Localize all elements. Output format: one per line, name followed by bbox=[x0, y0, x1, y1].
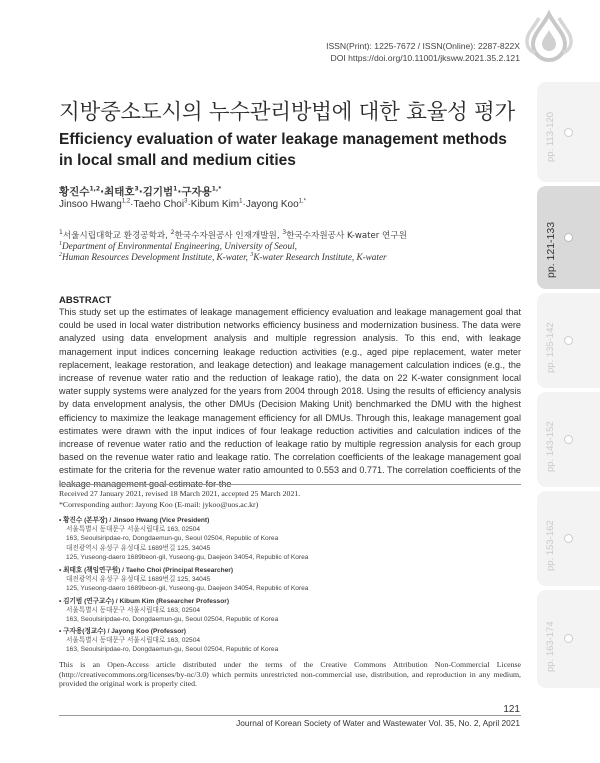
author-name: 구자용 bbox=[181, 186, 212, 198]
author-detail-name: • 최태호 (책임연구원) / Taeho Choi (Principal Researcher) bbox=[59, 567, 234, 574]
author-name: Jayong Koo bbox=[245, 199, 299, 210]
aff-text: 한국수자원공사 K-water 연구원 bbox=[286, 231, 407, 241]
side-tab-pp-163-174[interactable] bbox=[537, 590, 600, 688]
side-page-tabs bbox=[537, 82, 600, 688]
page-number: 121 bbox=[503, 704, 520, 715]
aff-sup: 1 bbox=[59, 240, 62, 247]
title-korean: 지방중소도시의 누수관리방법에 대한 효율성 평가 bbox=[59, 100, 515, 125]
tab-dot-icon bbox=[564, 233, 573, 242]
aff-text: 서울시립대학교 환경공학과, bbox=[62, 231, 171, 241]
side-tab-pp-113-120[interactable] bbox=[537, 82, 600, 182]
aff-text: 한국수자원공사 인재개발원, bbox=[174, 231, 283, 241]
tab-dot-icon bbox=[564, 336, 573, 345]
abstract-body: This study set up the estimates of leakage management efficiency evaluation and leakage management goal that could be used in local water distribution networks efficiency business and modernization business. The data were analyzed using data envelopment analysis and multiple regression analysis. To this end, with leakage management input indices concerning leakage reduction activities (e.g., aged pipe replacement, water meter replacement, leakage restoration, and leakage detection) and leakage management calculation indices (e.g., the increase of revenue water ratio and the reduction of leakage ratio), the data on 22 K-water consignment local water supply systems were analyzed for the years from 2004 through 2018. Using the results of efficiency analysis by data envelopment analysis, the other DMUs (Decision Making Unit) benchmarked the DMU with the highest efficiency to maximize the leakage management efficiency for all DMUs. Through this, leakage management goal estimates were drawn with the input indices of four leakage reduction activities and calculation indices of the increase of revenue water ratio and the reduction of leakage ratio by multiple regression analysis for each group based on the revenue water ratio and leakage ratio. The correlation coefficients of the leakage management goal estimate for the criteria for the revenue water ratio amounted to 0.553 and 0.771. The correlation coefficients of the leakage management goal estimate for the bbox=[59, 307, 521, 489]
issn-doi-block bbox=[280, 41, 520, 64]
address-line: 서울특별시 동대문구 서울시립대로 163, 02504 bbox=[66, 526, 201, 534]
address-line: 서울특별시 동대문구 서울시립대로 163, 02504 bbox=[66, 637, 201, 645]
tab-dot-icon bbox=[564, 128, 573, 137]
address-line: 125, Yuseong-daero 1689beon-gil, Yuseong-gu, Daejeon 34054, Republic of Korea bbox=[66, 553, 309, 561]
authors-korean: 황진수$^{1,2}$·최태호$^3$·김기범$^1$·구자용$^{1,*}$ bbox=[59, 185, 222, 198]
affiliations-korean bbox=[59, 229, 407, 241]
aff-sup: 2 bbox=[59, 251, 62, 258]
authors-english: Jinsoo Hwang$^{1,2}$·Taeho Choi$^3$·Kibum Kim$^1$·Jayong Koo$^{1,*}$ bbox=[59, 198, 306, 210]
address-line: 대전광역시 유성구 유성대로 1689번길 125, 34045 bbox=[66, 576, 211, 584]
side-tab-pp-135-142[interactable] bbox=[537, 293, 600, 388]
tab-dot-icon bbox=[564, 534, 573, 543]
journal-logo bbox=[521, 10, 577, 66]
journal-citation: Journal of Korean Society of Water and Wastewater Vol. 35, No. 2, April 2021 bbox=[236, 718, 520, 728]
author-sup: 1,2 bbox=[121, 198, 131, 205]
abstract-heading: ABSTRACT bbox=[59, 295, 112, 306]
author-sup: 3 bbox=[134, 185, 139, 193]
side-tab-pp-121-133[interactable] bbox=[537, 186, 600, 289]
doi-link[interactable]: DOI https://doi.org/10.11001/jksww.2021.35.2.121 bbox=[330, 52, 520, 63]
side-tab-label: pp. 113-120 bbox=[545, 111, 556, 162]
author-detail-hwang bbox=[59, 516, 529, 562]
corresponding-author: *Corresponding author: Jayong Koo (E-mail: jykoo@uos.ac.kr) bbox=[59, 500, 259, 509]
footnote-divider bbox=[59, 484, 521, 485]
address-line: 대전광역시 유성구 유성대로 1689번길 125, 34045 bbox=[66, 544, 211, 552]
author-name: Taeho Choi bbox=[133, 199, 185, 210]
aff-sup: 3 bbox=[282, 229, 287, 237]
author-name: Kibum Kim bbox=[190, 199, 240, 210]
aff-sup: 1 bbox=[59, 229, 63, 237]
author-sup: 3 bbox=[184, 198, 188, 205]
side-tab-label: pp. 163-174 bbox=[545, 621, 556, 672]
author-detail-kim bbox=[59, 597, 529, 625]
author-sup: 1 bbox=[173, 185, 178, 193]
author-detail-name: • 김기범 (연구교수) / Kibum Kim (Researcher Professor) bbox=[59, 598, 230, 605]
author-detail-name: • 황진수 (본부장) / Jinsoo Hwang (Vice President) bbox=[59, 517, 210, 524]
tab-dot-icon bbox=[564, 435, 573, 444]
author-sup: 1,* bbox=[211, 185, 222, 193]
author-sup: 1,* bbox=[298, 198, 306, 205]
received-dates: Received 27 January 2021, revised 18 March 2021, accepted 25 March 2021. bbox=[59, 489, 301, 498]
author-sup: 1,2 bbox=[89, 185, 101, 193]
author-name: 황진수 bbox=[59, 186, 90, 198]
address-line: 163, Seoulsiripdae-ro, Dongdaemun-gu, Seoul 02504, Republic of Korea bbox=[66, 646, 279, 654]
address-line: 163, Seoulsiripdae-ro, Dongdaemun-gu, Seoul 02504, Republic of Korea bbox=[66, 616, 279, 624]
issn-text: ISSN(Print): 1225-7672 / ISSN(Online): 2287-822X bbox=[326, 41, 520, 51]
license-text: This is an Open-Access article distributed under the terms of the Creative Commons Attribution Non-Commercial License (http://creativecommons.org/licenses/by-nc/3.0) which permits unrestricted non-commercial use, distribution, and reproduction in any medium, provided the original work is properly cited. bbox=[59, 660, 521, 689]
aff-sup: 2 bbox=[170, 229, 175, 237]
side-tab-pp-153-162[interactable] bbox=[537, 491, 600, 586]
author-name: Jinsoo Hwang bbox=[59, 199, 122, 210]
water-drop-logo-icon bbox=[521, 10, 577, 66]
side-tab-label: pp. 121-133 bbox=[545, 221, 557, 278]
author-sup: 1 bbox=[239, 198, 243, 205]
affiliation-english-1 bbox=[59, 241, 297, 251]
address-line: 125, Yuseong-daero 1689beon-gil, Yuseong-gu, Daejeon 34054, Republic of Korea bbox=[66, 585, 309, 593]
aff-text: Human Resources Development Institute, K-water, bbox=[62, 252, 251, 262]
author-detail-choi bbox=[59, 566, 529, 594]
side-tab-pp-143-152[interactable] bbox=[537, 392, 600, 487]
aff-text: Department of Environmental Engineering, University of Seoul, bbox=[62, 241, 297, 251]
affiliation-english-2 bbox=[59, 252, 387, 262]
aff-text: K-water Research Institute, K-water bbox=[253, 252, 387, 262]
side-tab-label: pp. 153-162 bbox=[545, 520, 556, 571]
side-tab-label: pp. 143-152 bbox=[545, 421, 556, 472]
author-detail-name: • 구자용(정교수) / Jayong Koo (Professor) bbox=[59, 628, 186, 635]
footer-divider bbox=[59, 715, 521, 716]
address-line: 서울특별시 동대문구 서울시립대로 163, 02504 bbox=[66, 607, 201, 615]
address-line: 163, Seoulsiripdae-ro, Dongdaemun-gu, Seoul 02504, Republic of Korea bbox=[66, 535, 279, 543]
title-english: Efficiency evaluation of water leakage management methods in local small and medium cities bbox=[59, 131, 507, 169]
author-name: 김기범 bbox=[142, 186, 174, 198]
aff-sup: 3 bbox=[250, 251, 254, 258]
author-name: 최태호 bbox=[104, 186, 135, 198]
tab-dot-icon bbox=[564, 634, 573, 643]
author-detail-koo bbox=[59, 627, 529, 655]
side-tab-label: pp. 135-142 bbox=[545, 322, 556, 373]
